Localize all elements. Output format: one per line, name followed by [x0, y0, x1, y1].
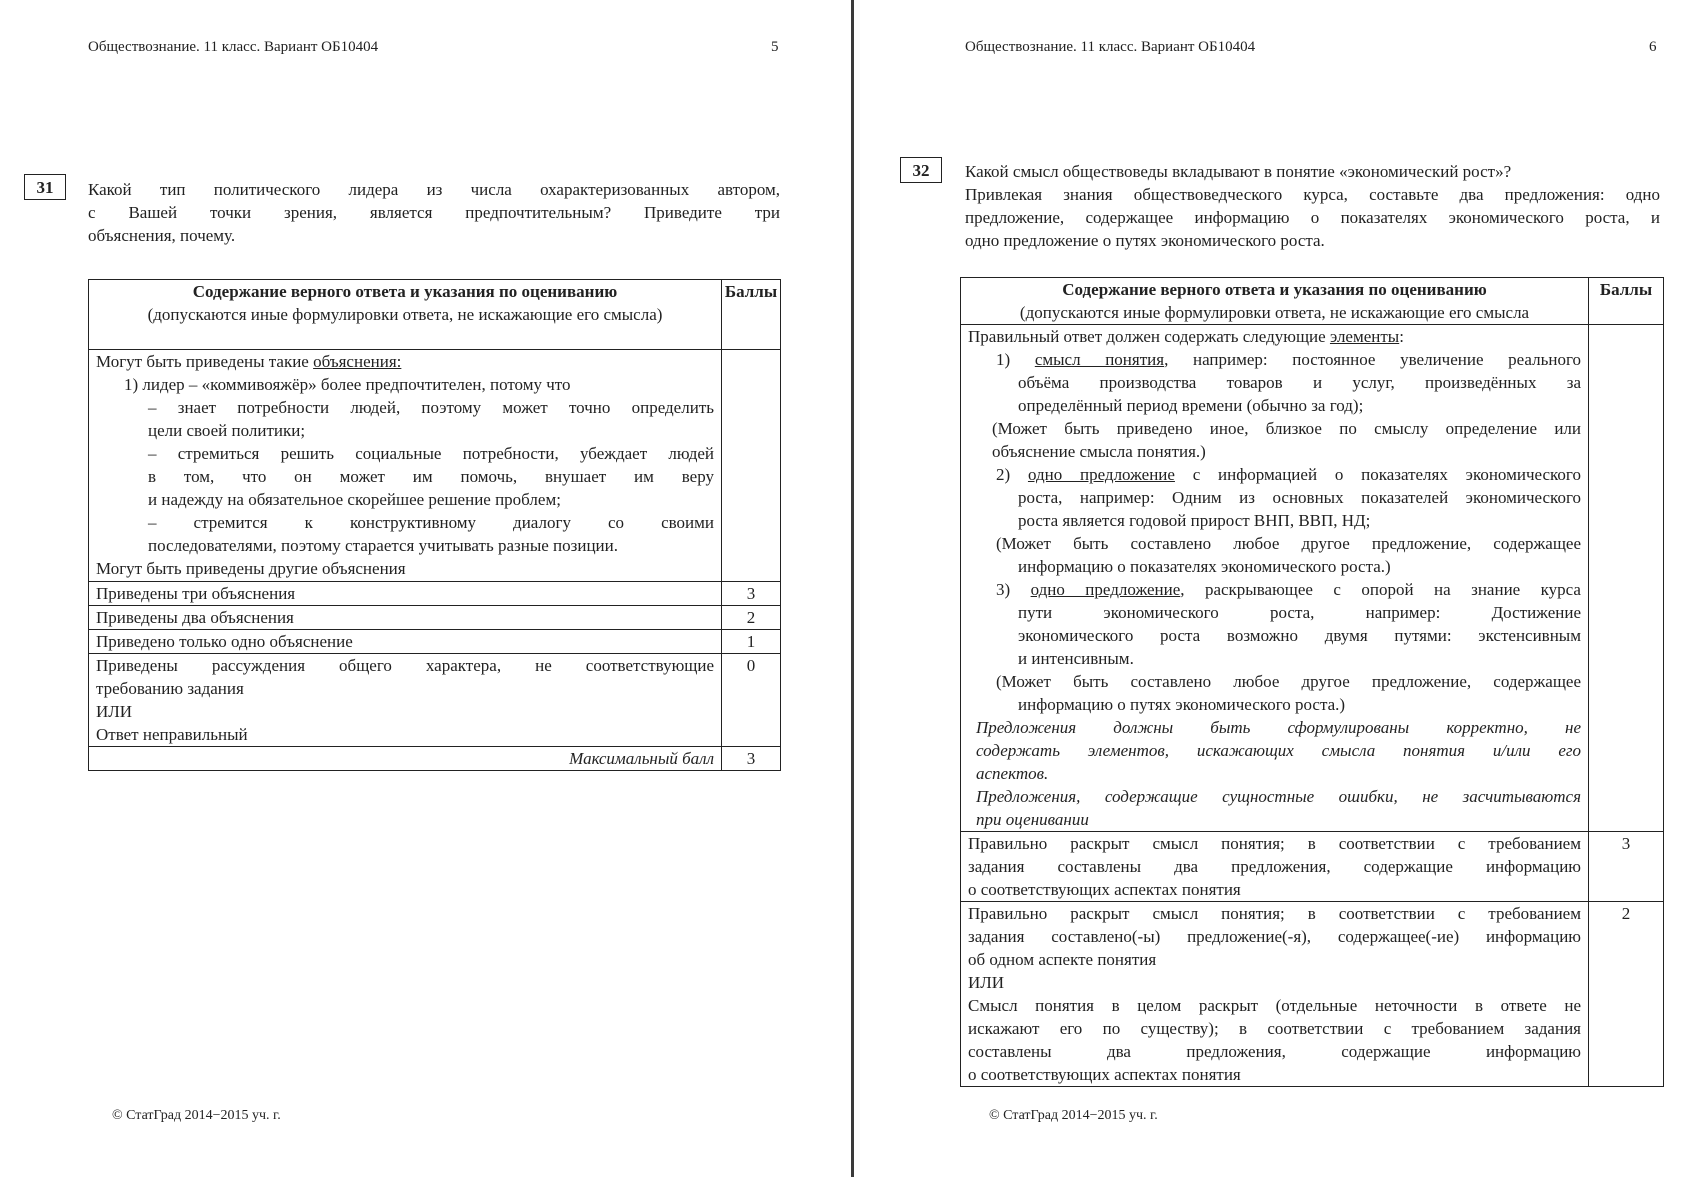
- question-text: [965, 160, 1660, 252]
- points-cell: 3: [722, 582, 781, 606]
- criterion-line: составлены два предложения, содержащие информацию: [968, 1042, 1581, 1061]
- note-line: информацию о показателях экономического роста.): [1018, 557, 1391, 576]
- note-line: (Может быть приведено иное, близкое по смыслу определение или: [992, 419, 1581, 438]
- italic-note-line: Предложения, содержащие сущностные ошибки, не засчитываются: [976, 787, 1581, 806]
- table-row: [961, 902, 1664, 1087]
- criterion-line: ИЛИ: [96, 702, 133, 721]
- content-intro-underlined: элементы: [1329, 327, 1400, 346]
- question-line: с Вашей точки зрения, является предпочтительным? Приведите три: [88, 203, 780, 222]
- max-score-row: [89, 747, 781, 771]
- content-points-cell: [1589, 325, 1664, 832]
- points-cell: 0: [722, 654, 781, 747]
- element-line: и интенсивным.: [1018, 649, 1134, 668]
- page-header: Обществознание. 11 класс. Вариант ОБ10404: [965, 39, 1256, 55]
- criterion-cell: [961, 832, 1589, 902]
- question-line: Привлекая знания обществоведческого курса, составьте два предложения: одно: [965, 185, 1660, 204]
- element-underlined: смысл понятия: [1034, 350, 1165, 369]
- criterion-line: о соответствующих аспектах понятия: [968, 880, 1241, 899]
- question-line: одно предложение о путях экономического роста.: [965, 231, 1325, 250]
- points-cell: 2: [1589, 902, 1664, 1087]
- element-text: с информацией о показателях экономического: [1174, 465, 1581, 484]
- table-content-row: [961, 325, 1664, 832]
- page-footer: © СтатГрад 2014−2015 уч. г.: [112, 1108, 281, 1123]
- criterion-cell: Приведено только одно объяснение: [89, 630, 722, 654]
- element-line: экономического роста возможно двумя путями: экстенсивным: [1018, 626, 1581, 645]
- points-cell: 1: [722, 630, 781, 654]
- note-line: объяснение смысла понятия.): [992, 442, 1206, 461]
- sub-item-line: – знает потребности людей, поэтому может точно определить: [148, 398, 714, 417]
- points-cell: 3: [1589, 832, 1664, 902]
- page-header: Обществознание. 11 класс. Вариант ОБ10404: [88, 39, 379, 55]
- content-intro: [96, 350, 714, 373]
- element-number: 2): [996, 465, 1028, 484]
- scoring-table: [960, 277, 1664, 1087]
- header-title: Содержание верного ответа и указания по оцениванию: [192, 282, 618, 301]
- table-row: [961, 832, 1664, 902]
- sub-item-line: – стремиться решить социальные потребности, убеждает людей: [148, 444, 714, 463]
- note-line: (Может быть составлено любое другое предложение, содержащее: [996, 672, 1581, 691]
- table-row: [89, 630, 781, 654]
- left-page: [0, 0, 852, 1177]
- sub-item-line: последователями, поэтому старается учитывать разные позиции.: [148, 536, 618, 555]
- sub-item-line: и надежду на обязательное скорейшее решение проблем;: [148, 490, 561, 509]
- sub-item-line: – стремится к конструктивному диалогу со своими: [148, 513, 714, 532]
- criterion-line: искажают его по существу); в соответствии с требованием задания: [968, 1019, 1581, 1038]
- element-number: 1): [996, 350, 1035, 369]
- element-3-line: [968, 578, 1581, 601]
- element-text: , например: постоянное увеличение реального: [1164, 350, 1581, 369]
- question-line: объяснения, почему.: [88, 226, 236, 245]
- page-number: 6: [1649, 39, 1657, 55]
- question-line: Какой смысл обществоведы вкладывают в понятие «экономический рост»?: [965, 162, 1512, 181]
- max-score-label: Максимальный балл: [89, 747, 722, 771]
- header-points-cell: Баллы: [722, 280, 781, 350]
- criterion-cell: [89, 654, 722, 747]
- content-intro-end: :: [1399, 327, 1404, 346]
- element-line: роста является годовой прирост ВНП, ВВП, НД;: [1018, 511, 1371, 530]
- content-points-cell: [722, 350, 781, 582]
- criterion-line: ИЛИ: [968, 973, 1005, 992]
- table-row: [89, 654, 781, 747]
- table-row: [89, 582, 781, 606]
- element-line: пути экономического роста, например: Достижение: [1018, 603, 1581, 622]
- content-intro: [968, 325, 1581, 348]
- criterion-cell: Приведены три объяснения: [89, 582, 722, 606]
- note-line: (Может быть составлено любое другое предложение, содержащее: [996, 534, 1581, 553]
- italic-note-line: Предложения должны быть сформулированы корректно, не: [976, 718, 1581, 737]
- header-subtitle: (допускаются иные формулировки ответа, не искажающие его смысла: [1019, 303, 1530, 322]
- table-row: [89, 606, 781, 630]
- element-2-line: [968, 463, 1581, 486]
- right-page: [855, 0, 1706, 1177]
- scoring-table: [88, 279, 781, 771]
- question-line: Какой тип политического лидера из числа охарактеризованных автором,: [88, 180, 780, 199]
- criterion-line: об одном аспекте понятия: [968, 950, 1157, 969]
- header-content-cell: [961, 278, 1589, 325]
- header-points-cell: Баллы: [1589, 278, 1664, 325]
- content-intro-text: Правильный ответ должен содержать следующие: [968, 327, 1330, 346]
- criterion-line: Правильно раскрыт смысл понятия; в соответствии с требованием: [968, 834, 1581, 853]
- element-line: объёма производства товаров и услуг, произведённых за: [1018, 373, 1581, 392]
- italic-note-line: содержать элементов, искажающих смысла понятия и/или его: [976, 741, 1581, 760]
- table-content-row: [89, 350, 781, 582]
- criterion-line: Ответ неправильный: [96, 725, 248, 744]
- content-intro-underlined: объяснения:: [313, 352, 402, 371]
- criterion-line: задания составлены два предложения, содержащие информацию: [968, 857, 1581, 876]
- question-number: 32: [900, 157, 942, 183]
- criterion-line: требованию задания: [96, 679, 244, 698]
- table-header-row: [961, 278, 1664, 325]
- criterion-line: задания составлено(-ы) предложение(-я), содержащее(-ие) информацию: [968, 927, 1581, 946]
- criterion-line: Правильно раскрыт смысл понятия; в соответствии с требованием: [968, 904, 1581, 923]
- question-text: [88, 178, 780, 247]
- content-cell: [89, 350, 722, 582]
- question-number: 31: [24, 174, 66, 200]
- element-line: определённый период времени (обычно за год);: [1018, 396, 1364, 415]
- element-1-line: [968, 348, 1581, 371]
- content-cell: [961, 325, 1589, 832]
- element-number: 3): [996, 580, 1031, 599]
- page-number: 5: [771, 39, 779, 55]
- criterion-line: о соответствующих аспектах понятия: [968, 1065, 1241, 1084]
- question-line: предложение, содержащее информацию о показателях экономического роста, и: [965, 208, 1660, 227]
- sub-item-line: цели своей политики;: [148, 421, 306, 440]
- table-header-row: [89, 280, 781, 350]
- element-text: , раскрывающее с опорой на знание курса: [1180, 580, 1581, 599]
- header-title: Содержание верного ответа и указания по оцениванию: [1062, 280, 1487, 299]
- note-line: информацию о путях экономического роста.): [1018, 695, 1346, 714]
- element-underlined: одно предложение: [1030, 580, 1181, 599]
- italic-note-line: аспектов.: [976, 764, 1049, 783]
- content-intro-text: Могут быть приведены такие: [96, 352, 314, 371]
- sub-item-line: в том, что он может им помочь, внушает им веру: [148, 467, 714, 486]
- element-underlined: одно предложение: [1027, 465, 1175, 484]
- criterion-line: Приведены рассуждения общего характера, не соответствующие: [96, 656, 714, 675]
- criterion-cell: Приведены два объяснения: [89, 606, 722, 630]
- header-content-cell: [89, 280, 722, 350]
- criterion-line: Смысл понятия в целом раскрыт (отдельные неточности в ответе не: [968, 996, 1581, 1015]
- criterion-cell: [961, 902, 1589, 1087]
- page-footer: © СтатГрад 2014−2015 уч. г.: [989, 1108, 1158, 1123]
- list-item: 1) лидер – «коммивояжёр» более предпочтителен, потому что: [124, 375, 571, 394]
- page-divider: [851, 0, 854, 1177]
- element-line: роста, например: Одним из основных показателей экономического: [1018, 488, 1581, 507]
- max-score-points: 3: [722, 747, 781, 771]
- points-cell: 2: [722, 606, 781, 630]
- header-subtitle: (допускаются иные формулировки ответа, не искажающие его смысла): [147, 305, 663, 324]
- italic-note-line: при оценивании: [976, 810, 1089, 829]
- content-outro: Могут быть приведены другие объяснения: [96, 559, 406, 578]
